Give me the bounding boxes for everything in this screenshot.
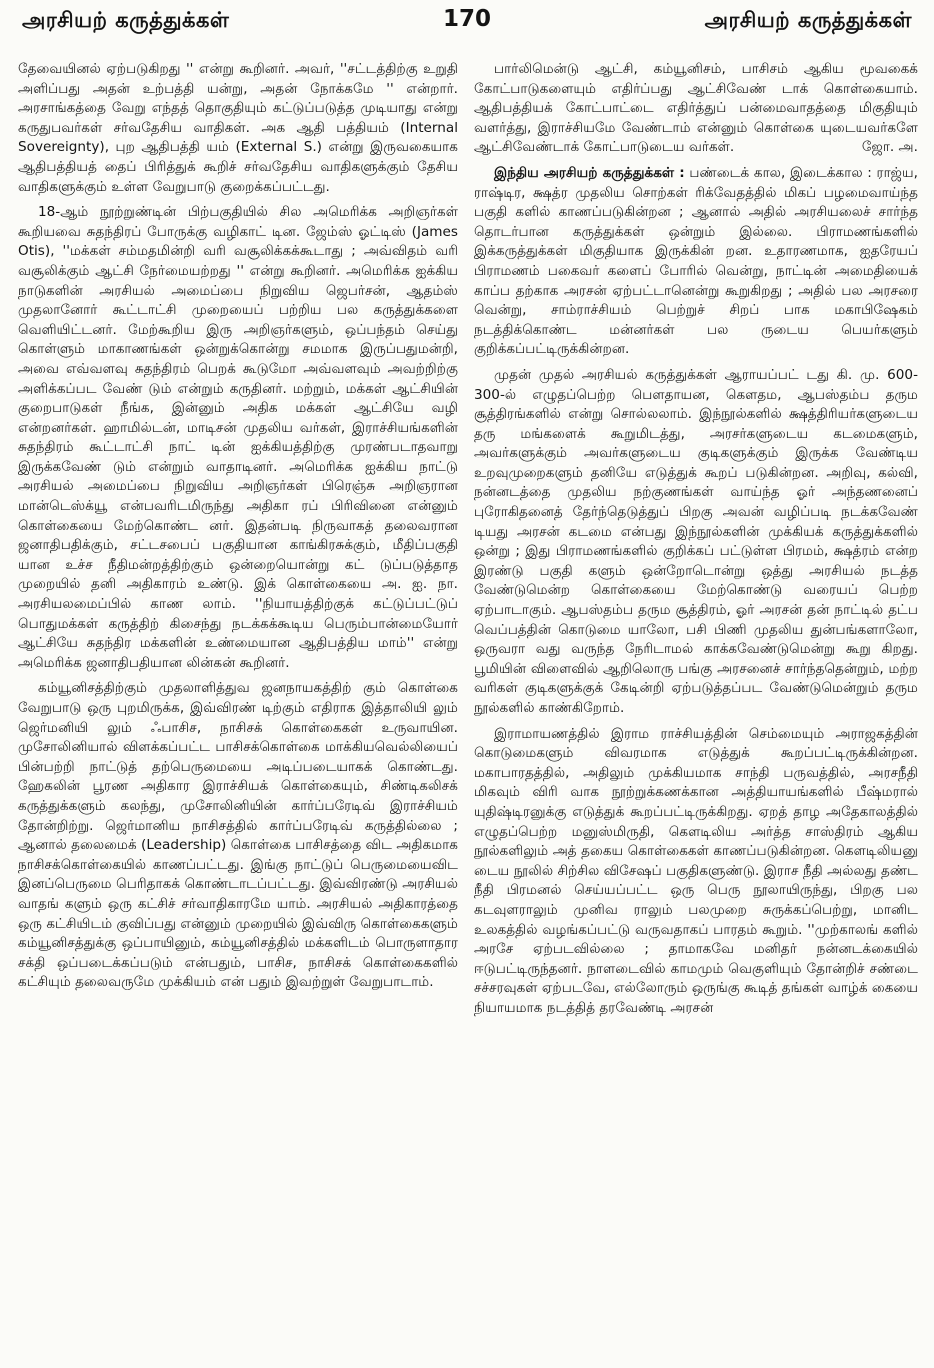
paragraph-text: பார்லிமென்டு ஆட்சி, கம்யூனிசம், பாசிசம் ஆகிய மூவகைக் கோட்பாடுகளையும் எதிர்ப்பது ஆட்சிவேண் டாக் கொள்கையாம். ஆதிபத்தியக் கோட்பாட்டை எதிர்த்துப் பன்மைவாதத்தை மிகுதியும் வளர்த்து, இராச்சியமே வேண்டாம் என்னும் கொள்கை யுடையவர்களே ஆட்சிவேண்டாக் கோட்பாடுடைய வர்கள்.: [474, 61, 918, 156]
paragraph: 18-ஆம் நூற்றுண்டின் பிற்பகுதியில் சில அமெரிக்க அறிஞர்கள் கூறியவை சுதந்திரப் போருக்கு வழிகாட் டின. ஜேம்ஸ் ஓட்டிஸ் (James Otis), ''மக்கள் சம்மதமின்றி வரி வசூலிக்கக்கூடாது ; அவ்விதம் வரி வசூலிக்கும் ஆட்சி நேர்மையற்றது '' என்று கூறினர். அமெரிக்க ஐக்கிய நாடுகளின் அரசியல் அமைப்பை நிறுவிய ஜெபர்சன், ஆதம்ஸ் முதலானோர் கூட்டாட்சி முறையைப் பற்றிய பல கருத்துக்களை வெளியிட்டனர். மேற்கூறிய இரு அறிஞர்களும், ஒப்பந்தம் செய்து கொள்ளும் மாகாணங்கள் ஒன்றுக்கொன்று சமமாக இருப்பதுமன்றி, அவை எவ்வளவு சுதந்திரம் பெறக் கூடுமோ அவ்வளவும் அவற்றிற்கு அளிக்கப்பட வேண் டும் என்றும் கருதினர். மற்றும், மக்கள் ஆட்சியின் குறைபாடுகள் நீங்க, இன்னும் அதிக மக்கள் ஆட்சியே வழி என்றனர்கள். ஹாமில்டன், மாடிசன் முதலிய வர்கள், இராச்சியங்களின் சுதந்திரம் கூட்டாட்சி நாட் டின் ஐக்கியத்திற்கு முரண்படாதவாறு இருக்கவேண் டும் என்றும் வாதாடினர். அமெரிக்க ஐக்கிய நாட்டு அரசியல் அமைப்பை நிறுவிய அறிஞர்கள் பிரெஞ்சு அறிஞரான மான்டெஸ்க்யூ என்பவரிடமிருந்து அதிகா ரப் பிரிவினை என்னும் கொள்கையை மேற்கொண்ட னர். இதன்படி நிருவாகத் தலைவரான ஜனாதிபதிக்கும், சட்டசபைப் பகுதியான காங்கிரசுக்கும், மீதிப்பகுதி யான உச்ச நீதிமன்றத்திற்கும் ஒன்றையொன்று கட் டுப்படுத்தாத முறையில் தனி அதிகாரம் உண்டு. இக் கொள்கையை அ. ஐ. நா. அரசியலமைப்பில் காண லாம். ''நியாயத்திற்குக் கட்டுப்பட்டுப் பொதுமக்கள் கருத்திற் கிசைந்து நடக்கக்கூடிய பெரும்பான்மையோர் ஆட்சியே சுதந்திர மக்களின் உண்மையான ஆதிபத்திய மாம்'' என்று அமெரிக்க ஜனாதிபதியான லின்கன் கூறினர்.: [18, 204, 458, 671]
page-number: 170: [442, 6, 491, 32]
paragraph: தேவையினல் ஏற்படுகிறது '' என்று கூறினர். அவர், ''சட்டத்திற்கு உறுதி அளிப்பது அதன் உற்பத்தி யன்று, அதன் நோக்கமே '' என்றார். அரசாங்கத்தை வேறு எந்தத் தொகுதியும் கட்டுப்படுத்த முடியாது என்று கருதுபவர்கள் சர்வதேசிய வாதிகள். அக ஆதி பத்தியம் (Internal Sovereignty), புற ஆதிபத்தி யம் (External S.) என்று இருவகையாக ஆதிபத்தியத் தைப் பிரித்துக் கூறிச் சர்வதேசிய வாதிகளுக்கும் தேசிய வாதிகளுக்கும் உள்ள வேறுபாடு குறைக்கப்பட்டது.: [18, 61, 458, 195]
paragraph: கம்யூனிசத்திற்கும் முதலாளித்துவ ஜனநாயகத்திற் கும் கொள்கை வேறுபாடு ஒரு புறமிருக்க, இவ்விரண் டிற்கும் எதிராக இத்தாலியி லும் ஜெர்மனியி லும் ஃபாசிச, நாசிசக் கொள்கைகள் உருவாயின. முசோலினியால் விளக்கப்பட்ட பாசிசக்கொள்கை மாக்கியவெல்லியைப் பின்பற்றி நாட்டுத் தற்பெருமையை அடிப்படையாகக் கொண்டது. ஹேகலின் பூரண அதிகார இராச்சியக் கொள்கையும், சிண்டிகலிசக் கருத்துக்களும் கலந்து, முசோலினியின் கார்ப்பரேடிவ் இராச்சியம் தோன்றிற்று. ஜெர்மானிய நாசிசத்தில் கார்ப்பரேடிவ் கருத்தில்லை ; ஆனால் தலைமைக் (Leadership) கொள்கை பாசிசத்தை விட அதிகமாக நாசிசக்கொள்கையில் காணப்பட்டது. இங்கு நாட்டுப் பெருமையைவிட இனப்பெருமை பெரிதாகக் கொண்டாடப்பட்டது. இவ்விரண்டு அரசியல் வாதங் களும் ஒரு கட்சிச் சர்வாதிகாரமே யாம். அரசியல் அதிகாரத்தை ஒரு கட்சியிடம் குவிப்பது என்னும் முறையில் இவ்விரு கொள்கைகளும் கம்யூனிசத்துக்கு ஒப்பாயினும், கம்யூனிசத்தில் மக்களிடம் பொருளாதார சக்தி ஒப்படைக்கப்படும் என்பதும், பாசிச, நாசிசக் கொள்கைகளில் கட்சியும் தலைவருமே முக்கியம் என் பதும் இவற்றுள் வேறுபாடாம்.: [18, 680, 458, 991]
paragraph-text: பண்டைக் கால, இடைக்கால : ராஜ்ய, ராஷ்டிர, க்ஷத்ர முதலிய சொற்கள் ரிக்வேதத்தில் மிகப் பழமைவாய்ந்த பகுதி களில் காணப்படுகின்றன ; ஆனால் அதில் அரசியலைச் சார்ந்த தொடர்பான கருத்துக்கள் ஒன்றும் இல்லை. பிராமணங்களில் இக்கருத்துக்கள் மிகுதியாக இருக்கின் றன. உதாரணமாக, ஐதரேயப் பிராமணம் பகைவர் களைப் போரில் வென்று, நாட்டின் அமைதியைக் காப்ப தற்காக அரசன் ஏற்பட்டானென்று கூறுகிறது ; அதில் பல அரசரை வென்று, சாம்ராச்சியம் பெற்றுச் சிறப் பாக மகாபிஷேகம் நடத்திக்கொண்ட மன்னர்கள் பல ருடைய பெயர்களும் குறிக்கப்பட்டிருக்கின்றன.: [474, 164, 918, 358]
page-header: [0, 0, 934, 56]
author-signature: ஜோ. அ.: [861, 139, 918, 156]
section-heading: இந்திய அரசியற் கருத்துக்கள் :: [494, 164, 685, 181]
right-column: [474, 60, 918, 1360]
running-head-right: அரசியற் கருத்துக்கள்: [704, 8, 912, 32]
paragraph: [474, 60, 918, 158]
running-head-left: அரசியற் கருத்துக்கள்: [22, 8, 230, 32]
left-column: [18, 60, 458, 1360]
section-paragraph: [474, 164, 918, 360]
paragraph: இராமாயணத்தில் இராம ராச்சியத்தின் செம்மையும் அராஜகத்தின் கொடுமைகளும் விவரமாக எடுத்துக் கூறப்பட்டிருக்கின்றன. மகாபாரதத்தில், அதிலும் முக்கியமாக சாந்தி பருவத்தில், அரசநீதி மிகவும் விரி வாக நூற்றுக்கணக்கான அத்தியாயங்களில் பீஷ்மரால் யுதிஷ்டிரனுக்கு எடுத்துக் கூறப்பட்டிருக்கிறது. ஏறத் தாழ அதேகாலத்தில் எழுதப்பெற்ற மனுஸ்மிருதி, கௌடிலிய அர்த்த சாஸ்திரம் ஆகிய நூல்களிலும் அத் தகைய கொள்கைகள் காணப்படுகின்றன. கௌடிலியனு டைய நூலில் சிற்சில விசேஷப் பகுதிகளுண்டு. இராச நீதி அல்லது தண்ட நீதி பிரமனல் செய்யப்பட்ட ஒரு பெரு நூலாயிருந்து, பிறகு பல கடவுளராலும் முனிவ ராலும் பலமுறை சுருக்கப்பெற்று, மானிட உலகத்தில் வழங்கப்பட்டு வருவதாகப் பாரதம் கூறும். ''முற்காலங் களில் அரசே ஏற்படவில்லை ; தாமாகவே மனிதர் நன்னடக்கையில் ஈடுபட்டிருந்தனர். நாளடைவில் காமமும் வெகுளியும் தோன்றிச் சண்டை சச்சரவுகள் ஏற்படவே, எல்லோரும் ஒருங்கு கூடித் தங்கள் வாழ்க் கையை நியாயமாக நடத்தித் தரவேண்டி அரசன்: [474, 725, 918, 1016]
paragraph: முதன் முதல் அரசியல் கருத்துக்கள் ஆராயப்பட் டது கி. மு. 600-300-ல் எழுதப்பெற்ற பௌதாயன, கௌதம, ஆபஸ்தம்ப தரும சூத்திரங்களில் என்று சொல்லலாம். இந்நூல்களில் க்ஷத்திரியர்களுடைய தரு மங்களைக் கூறுமிடத்து, அரசர்களுடைய கடமைகளும், அவர்களுக்கும் அவர்களுடைய குடிகளுக்கும் இருக்க வேண்டிய உறவுமுறைகளும் தனியே எடுத்துக் கூறப் படுகின்றன. அறிவு, கல்வி, நன்னடத்தை முதலிய நற்குணங்கள் வாய்ந்த ஓர் அந்தணனைப் புரோகிதனைத் தேர்ந்தெடுத்துப் பிறகு அவன் வழிப்படி நடக்கவேண் டியது அரசன் கடமை என்பது இந்நூல்களின் முக்கியக் கருத்துக்களில் ஒன்று ; இது பிராமணங்களில் குறிக்கப் பட்டுள்ள பிரமம், க்ஷத்ரம் என்ற இரண்டு பகுதி களும் ஒன்றோடொன்று ஒத்து அரசியல் நடத்த வேண்டுமென்ற கொள்கையை மேற்கொண்டு வரையப் பெற்ற ஏற்பாடாகும். ஆபஸ்தம்ப தரும சூத்திரம், ஓர் அரசன் தன் நாட்டில் தட்ப வெப்பத்தின் கொடுமை யாலோ, பசி பிணி முதலிய துன்பங்களாலோ, ஒருவரா வது வருந்த நேரிடாமல் காக்கவேண்டுமென்று கூறு கிறது. பூமியின் விளைவில் ஆறிலொரு பங்கு அரசனைச் சார்ந்ததென்றும், மற்ற வரிகள் குடிகளுக்குக் கேடின்றி ஏற்படுத்தப்பட வேண்டுமென்றும் தரும நூல்களில் காண்கிறோம்.: [474, 366, 918, 716]
